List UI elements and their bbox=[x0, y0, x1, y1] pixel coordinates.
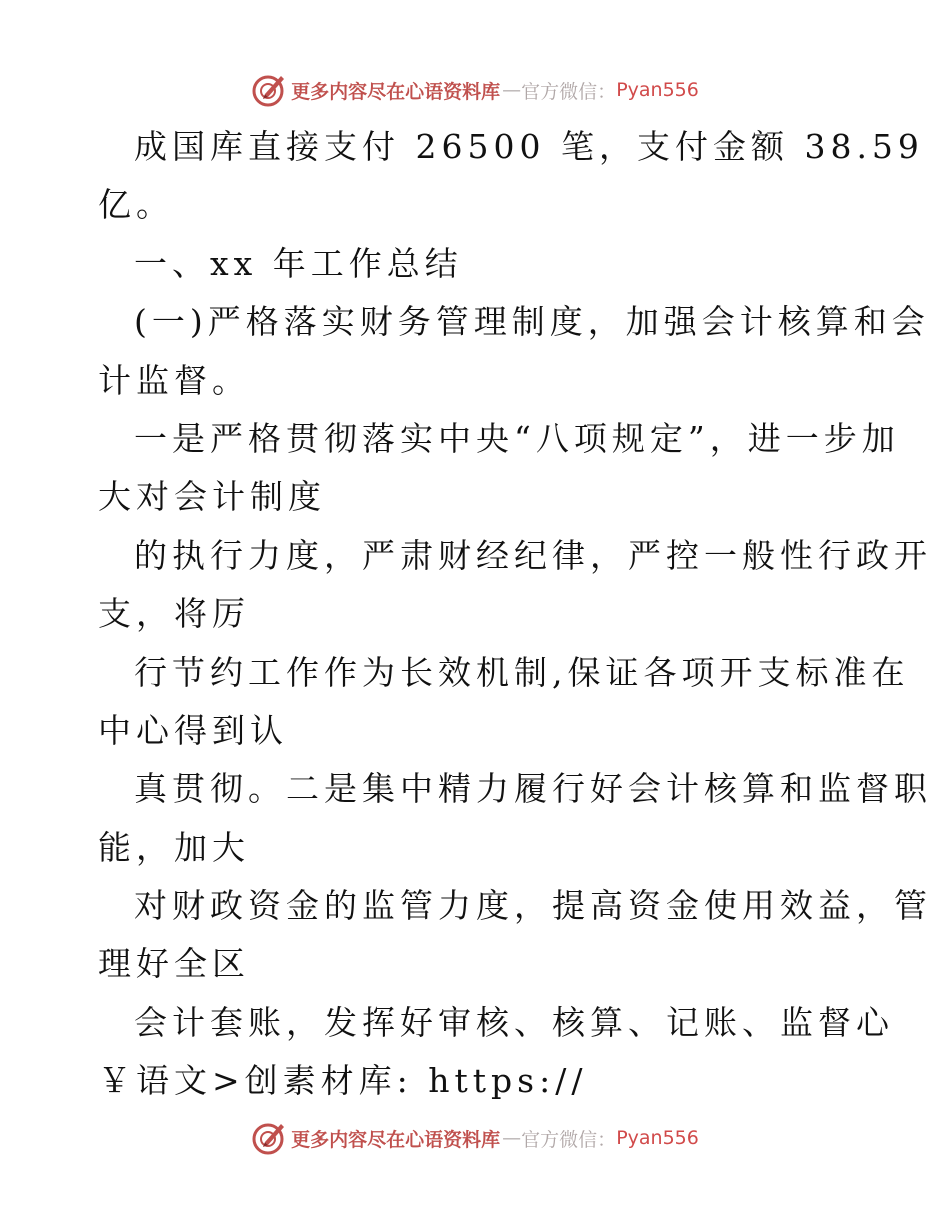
body-line: 计监督。 bbox=[98, 360, 250, 400]
body-line: 理好全区 bbox=[98, 944, 250, 984]
banner-dash: — bbox=[502, 1127, 520, 1149]
body-line: 能，加大 bbox=[98, 827, 250, 867]
body-line: 中心得到认 bbox=[98, 710, 288, 750]
body-line: ￥语文>创素材库: https:// bbox=[98, 1061, 588, 1101]
header-banner bbox=[0, 70, 950, 110]
subsection-heading: (一)严格落实财务管理制度，加强会计核算和会 bbox=[134, 302, 930, 342]
section-heading: 一、xx 年工作总结 bbox=[134, 243, 463, 283]
body-line: 支，将厉 bbox=[98, 594, 250, 634]
banner-main-text: 更多内容尽在心语资料库 bbox=[291, 80, 501, 103]
footer-banner bbox=[0, 1118, 950, 1158]
body-line: 的执行力度，严肃财经纪律，严控一般性行政开 bbox=[134, 535, 932, 575]
body-line: 一是严格贯彻落实中央“八项规定”，进一步加 bbox=[134, 418, 900, 458]
banner-wechat-label: 官方微信： bbox=[521, 80, 617, 103]
body-line: 真贯彻。二是集中精力履行好会计核算和监督职 bbox=[134, 769, 932, 809]
pen-nib-logo-icon bbox=[251, 72, 287, 108]
body-line: 成国库直接支付 26500 笔，支付金额 38.59 bbox=[134, 127, 924, 166]
body-line: 亿。 bbox=[98, 185, 174, 225]
banner-wechat-label: 官方微信： bbox=[521, 1128, 617, 1151]
body-line: 大对会计制度 bbox=[98, 477, 326, 517]
body-line: 会计套账，发挥好审核、核算、记账、监督心 bbox=[134, 1002, 894, 1042]
body-line: 对财政资金的监管力度，提高资金使用效益，管 bbox=[134, 886, 932, 926]
body-line: 行节约工作作为长效机制,保证各项开支标准在 bbox=[134, 652, 910, 692]
document-body bbox=[98, 118, 932, 1111]
banner-wechat-id: Pyan556 bbox=[616, 1127, 699, 1149]
banner-dash: — bbox=[502, 79, 520, 101]
banner-wechat-id: Pyan556 bbox=[616, 79, 699, 101]
banner-main-text: 更多内容尽在心语资料库 bbox=[291, 1128, 501, 1151]
pen-nib-logo-icon bbox=[251, 1120, 287, 1156]
